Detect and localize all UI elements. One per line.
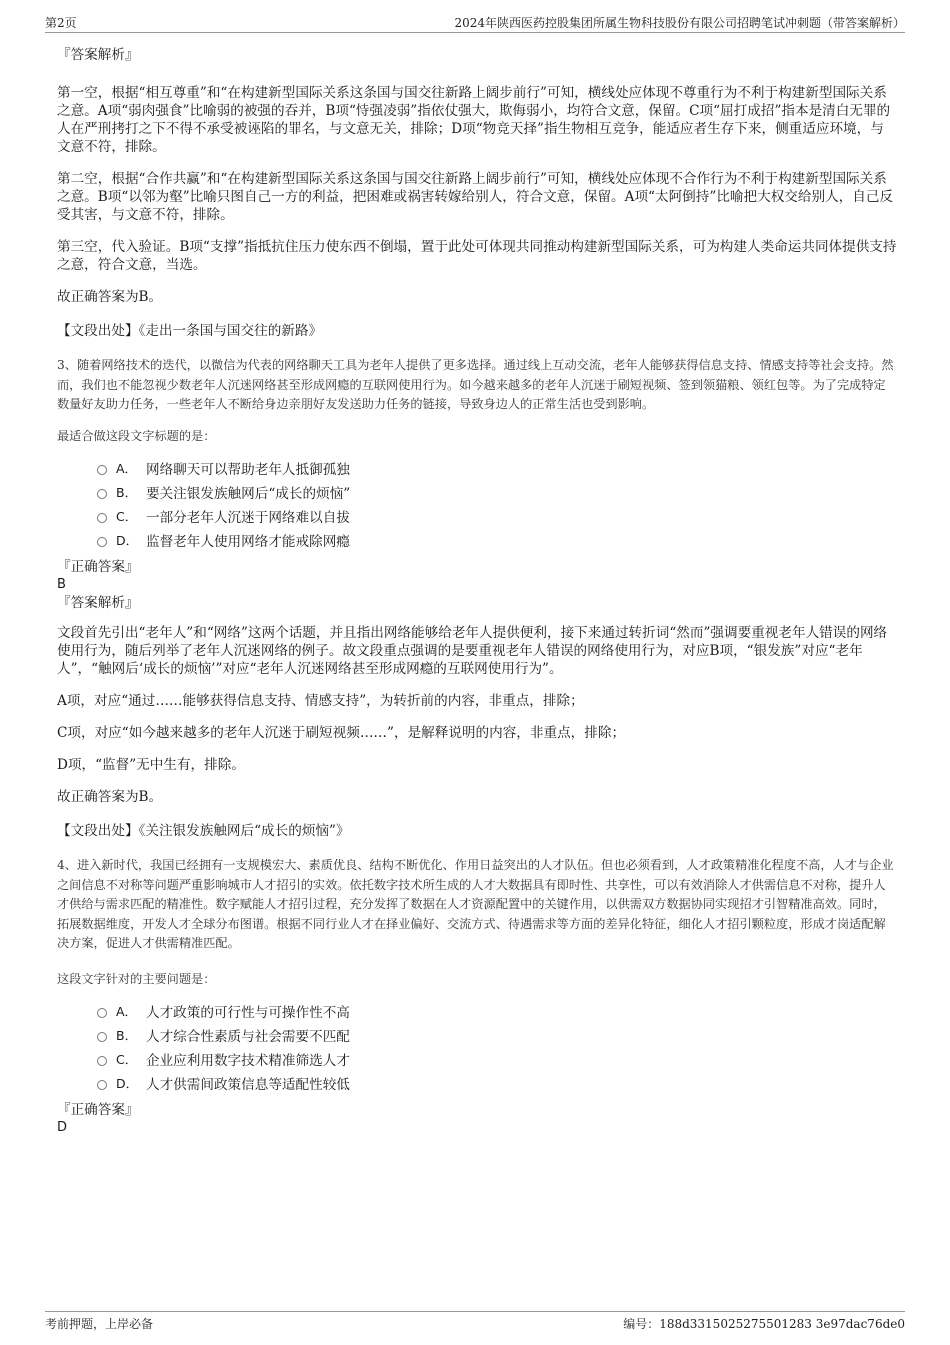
option-letter: A．	[116, 1004, 138, 1019]
q3-analysis-paragraph-1: 文段首先引出“老年人”和“网络”这两个话题，并且指出网络能够给老年人提供便利，接下来通过转折词“然而”强调要重视老年人错误的网络使用行为，随后列举了老年人沉迷网络的例子。故文段重点强调的是要重视老年人错误的网络使用行为，对应B项，“银发族”对应“老年人”，“触网后‘成长的烦恼’”对应“老年人沉迷网络甚至形成网瘾的互联网使用行为”。	[57, 625, 888, 677]
radio-icon[interactable]	[97, 513, 107, 523]
option-letter: A．	[116, 461, 138, 476]
footer-slogan: 考前押题，上岸必备	[45, 1317, 154, 1331]
q2-source: 【文段出处】《走出一条国与国交往的新路》	[57, 323, 323, 339]
option-letter: D．	[116, 533, 139, 548]
q4-option-c[interactable]	[97, 1047, 897, 1071]
q2-analysis-paragraph-3: 第三空，代入验证。B项“支撑”指抵抗住压力使东西不倒塌，置于此处可体现共同推动构建新型国际关系，可为构建人类命运共同体提供支持之意，符合文意，当选。	[57, 239, 897, 273]
radio-icon[interactable]	[97, 1080, 107, 1090]
option-text: 要关注银发族触网后“成长的烦恼”	[146, 486, 351, 502]
q3-option-a[interactable]	[97, 456, 897, 480]
document-body	[57, 46, 897, 1137]
radio-icon[interactable]	[97, 465, 107, 475]
q3-answer-label: 『正确答案』	[57, 559, 139, 575]
q2-analysis-paragraph-1: 第一空，根据“相互尊重”和“在构建新型国际关系这条国与国交往新路上阔步前行”可知，横线处应体现不尊重行为不利于构建新型国际关系之意。A项“弱肉强食”比喻弱的被强的吞并，B项“恃强凌弱”指依仗强大，欺侮弱小，均符合文意，保留。C项“屈打成招”指本是清白无罪的人在严刑拷打之下不得不承受被诬陷的罪名，与文意无关，排除；D项“物竞天择”指生物相互竞争，能适应者生存下来，侧重适应环境，与文意不符，排除。	[57, 85, 891, 155]
q3-analysis-paragraph-3: C项，对应“如今越来越多的老年人沉迷于刷短视频……”，是解释说明的内容，非重点，排除；	[57, 725, 626, 741]
q2-analysis-paragraph-2: 第二空，根据“合作共赢”和“在构建新型国际关系这条国与国交往新路上阔步前行”可知，横线处应体现不合作行为不利于构建新型国际关系之意。B项“以邻为壑”比喻只图自己一方的利益，把困难或祸害转嫁给别人，符合文意，保留。A项“太阿倒持”比喻把大权交给别人，自己反受其害，与文意不符，排除。	[57, 171, 894, 223]
radio-icon[interactable]	[97, 1056, 107, 1066]
option-letter: D．	[116, 1076, 139, 1091]
q3-option-d[interactable]	[97, 528, 897, 552]
radio-icon[interactable]	[97, 1008, 107, 1018]
q3-question: 最适合做这段文字标题的是：	[57, 428, 216, 443]
page-footer	[45, 1311, 905, 1331]
option-text: 一部分老年人沉迷于网络难以自拔	[146, 510, 350, 526]
option-text: 网络聊天可以帮助老年人抵御孤独	[146, 462, 350, 478]
option-letter: B．	[116, 1028, 138, 1043]
page-header	[45, 12, 905, 33]
q4-options	[97, 999, 897, 1095]
q3-options	[97, 456, 897, 552]
option-text: 人才综合性素质与社会需要不匹配	[146, 1029, 350, 1045]
radio-icon[interactable]	[97, 489, 107, 499]
option-text: 人才政策的可行性与可操作性不高	[146, 1005, 350, 1021]
option-letter: B．	[116, 485, 138, 500]
q3-analysis-paragraph-2: A项，对应“通过……能够获得信息支持、情感支持”，为转折前的内容，非重点，排除；	[57, 693, 584, 709]
q4-option-a[interactable]	[97, 999, 897, 1023]
q3-option-b[interactable]	[97, 480, 897, 504]
q4-option-d[interactable]	[97, 1071, 897, 1095]
q4-stem: 4、进入新时代，我国已经拥有一支规模宏大、素质优良、结构不断优化、作用日益突出的人才队伍。但也必须看到，人才政策精准化程度不高，人才与企业之间信息不对称等问题严重影响城市人才招引的实效。依托数字技术所生成的人才大数据具有即时性、共享性，可以有效消除人才供需信息不对称，提升人才供给与需求匹配的精准性。数字赋能人才招引过程，充分发挥了数据在人才资源配置中的关键作用，以供需双方数据协同实现招才引智精准高效。同时，拓展数据维度，开发人才全球分布图谱。根据不同行业人才在择业偏好、交流方式、待遇需求等方面的差异化特征，细化人才招引颗粒度，形成才岗适配解决方案，促进人才供需精准匹配。	[57, 858, 894, 950]
option-letter: C．	[116, 509, 138, 524]
q2-conclusion: 故正确答案为B。	[57, 289, 163, 305]
q4-answer-label: 『正确答案』	[57, 1102, 139, 1118]
q3-option-c[interactable]	[97, 504, 897, 528]
q3-analysis-label: 『答案解析』	[57, 595, 139, 611]
q3-answer: B	[57, 577, 66, 592]
radio-icon[interactable]	[97, 537, 107, 547]
option-text: 监督老年人使用网络才能戒除网瘾	[146, 534, 350, 550]
q3-conclusion: 故正确答案为B。	[57, 789, 163, 805]
radio-icon[interactable]	[97, 1032, 107, 1042]
q3-analysis-paragraph-4: D项，“监督”无中生有，排除。	[57, 757, 245, 773]
option-text: 企业应利用数字技术精准筛选人才	[146, 1053, 350, 1069]
q3-source: 【文段出处】《关注银发族触网后“成长的烦恼”》	[57, 823, 350, 839]
q4-question: 这段文字针对的主要问题是：	[57, 971, 216, 986]
option-text: 人才供需间政策信息等适配性较低	[146, 1077, 350, 1093]
q4-answer: D	[57, 1120, 68, 1135]
document-title: 2024年陕西医药控股集团所属生物科技股份有限公司招聘笔试冲刺题（带答案解析）	[454, 16, 905, 30]
q3-stem: 3、随着网络技术的迭代，以微信为代表的网络聊天工具为老年人提供了更多选择。通过线上互动交流，老年人能够获得信息支持、情感支持等社会支持。然而，我们也不能忽视少数老年人沉迷网络甚至形成网瘾的互联网使用行为。如今越来越多的老年人沉迷于刷短视频、签到领猫粮、领红包等。为了完成特定数量好友助力任务，一些老年人不断给身边亲朋好友发送助力任务的链接，导致身边人的正常生活也受到影响。	[57, 358, 894, 411]
option-letter: C．	[116, 1052, 138, 1067]
q2-analysis-label: 『答案解析』	[57, 47, 139, 63]
page-number: 第2页	[45, 16, 77, 30]
footer-serial: 编号：188d3315025275501283 3e97dac76de0	[623, 1317, 905, 1331]
q4-option-b[interactable]	[97, 1023, 897, 1047]
